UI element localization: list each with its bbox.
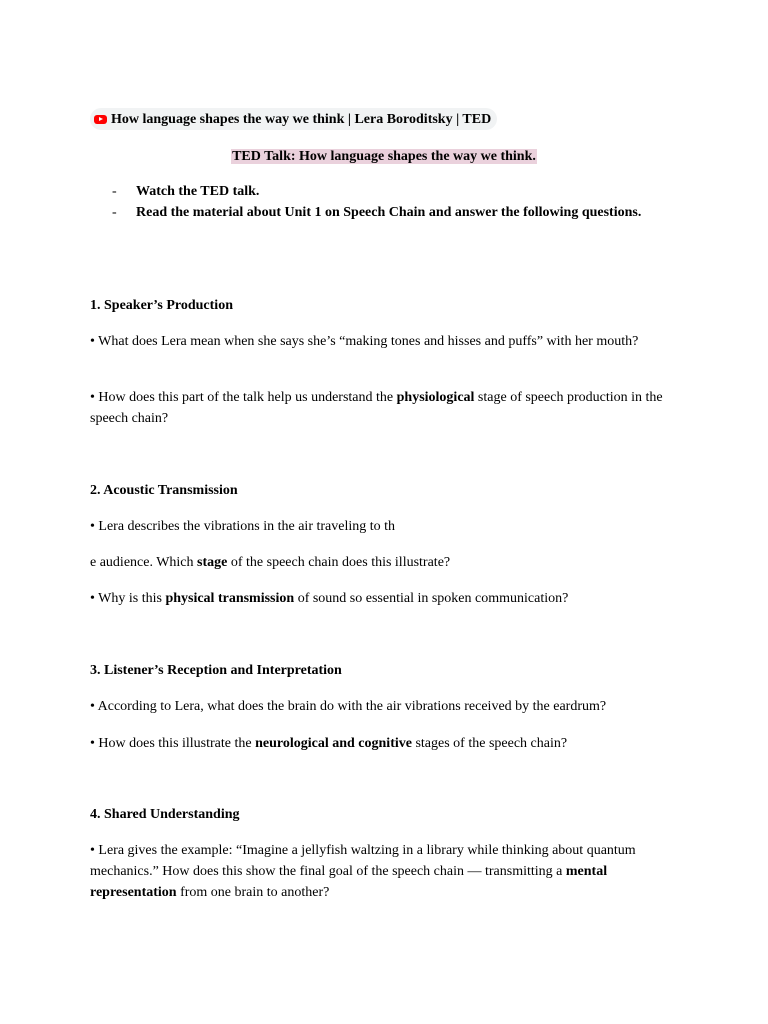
ted-talk-heading: [0, 146, 768, 167]
section-heading-listeners-reception: 3. Listener’s Reception and Interpretation: [90, 663, 342, 678]
bold-term: neurological and cognitive: [255, 736, 412, 751]
task-item: - Watch the TED talk.: [90, 181, 650, 202]
question-paragraph: • Lera describes the vibrations in the air traveling to th: [90, 519, 396, 534]
question-paragraph: e audience. Which stage of the speech chain does this illustrate?: [90, 555, 451, 570]
youtube-link-chip[interactable]: [90, 108, 497, 130]
bold-term: physical transmission: [165, 591, 295, 606]
task-list: [90, 181, 650, 223]
bold-term: physiological: [396, 390, 475, 405]
question-paragraph: • How does this illustrate the neurological and cognitive stages of the speech chain?: [90, 736, 568, 751]
section-heading-shared-understanding: 4. Shared Understanding: [90, 807, 240, 822]
youtube-link-text[interactable]: How language shapes the way we think | Lera Boroditsky | TED: [111, 111, 492, 127]
bold-term: stage: [197, 555, 228, 570]
youtube-icon: [94, 115, 107, 124]
question-paragraph: • How does this part of the talk help us understand the physiological stage of speech production in the speech chain?: [90, 390, 663, 426]
question-paragraph: • According to Lera, what does the brain do with the air vibrations received by the eardrum?: [90, 699, 607, 714]
question-paragraph: • Lera gives the example: “Imagine a jellyfish waltzing in a library while thinking about quantum mechanics.” How does this show the final goal of the speech chain — transmitting a mental representation from one brain to another?: [90, 843, 636, 900]
task-item: - Read the material about Unit 1 on Speech Chain and answer the following questions.: [90, 202, 650, 223]
question-paragraph: • Why is this physical transmission of sound so essential in spoken communication?: [90, 591, 569, 606]
ted-talk-heading-text: TED Talk: How language shapes the way we think.: [232, 149, 536, 164]
question-paragraph: • What does Lera mean when she says she’s “making tones and hisses and puffs” with her mouth?: [90, 334, 639, 349]
section-heading-acoustic-transmission: 2. Acoustic Transmission: [90, 483, 238, 498]
section-heading-speakers-production: 1. Speaker’s Production: [90, 298, 233, 313]
bold-term: mental representation: [90, 864, 608, 900]
